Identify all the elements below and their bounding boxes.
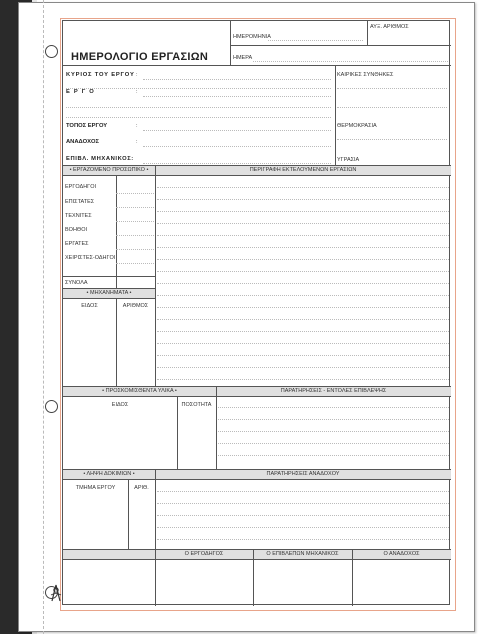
writing-line [157, 247, 449, 248]
location-label: ΤΟΠΟΣ ΕΡΓΟΥ [66, 123, 108, 129]
writing-line [157, 211, 449, 212]
writing-line [218, 419, 449, 420]
serial-number-label: ΑΥΞ. ΑΡΙΘΜΟΣ [370, 24, 409, 30]
materials-type-label: ΕΙΔΟΣ [111, 402, 129, 408]
writing-line [157, 355, 449, 356]
writing-line [218, 407, 449, 408]
contractor-remarks-header: ΠΑΡΑΤΗΡΗΣΕΙΣ ΑΝΑΔΟΧΟΥ [266, 471, 340, 477]
machines-header: • ΜΗΧΑΝΗΜΑΤΑ • [86, 290, 132, 296]
writing-line [157, 539, 449, 540]
samples-number-label: ΑΡΙΘ. [134, 485, 149, 491]
writing-line [157, 503, 449, 504]
writing-line [157, 343, 449, 344]
publisher-logo-icon [49, 581, 63, 603]
writing-line [157, 187, 449, 188]
writing-line [157, 199, 449, 200]
writing-line [157, 331, 449, 332]
work-label: Ε Ρ Γ Ο [66, 89, 95, 95]
writing-line [157, 379, 449, 380]
writing-line [157, 283, 449, 284]
samples-header: • ΛΗΨΗ ΔΟΚΙΜΙΩΝ • [83, 471, 135, 477]
writing-line [157, 223, 449, 224]
staff-row-label: ΧΕΙΡΙΣΤΕΣ-ΟΔΗΓΟΙ [65, 255, 116, 261]
contractor-label: ΑΝΑΔΟΧΟΣ [66, 139, 99, 145]
staff-row-label: ΕΡΓΟΔΗΓΟΙ [65, 184, 97, 190]
work-description-header: ΠΕΡΙΓΡΑΦΗ ΕΚΤΕΛΟΥΜΕΝΩΝ ΕΡΓΑΣΙΩΝ [249, 167, 357, 173]
writing-line [218, 431, 449, 432]
writing-line [157, 271, 449, 272]
signature-contractor: Ο ΑΝΑΔΟΧΟΣ [383, 551, 420, 557]
daily-log-form: ΗΜΕΡΟΛΟΓΙΟ ΕΡΓΑΣΙΩΝ ΗΜΕΡΟΜΗΝΙΑ ΗΜΕΡΑ ΑΥΞ. ΑΡΙΘΜΟΣ ΚΥΡΙΟΣ ΤΟΥ ΕΡΓΟΥ : Ε Ρ Γ Ο : ΤΟΠΟΣ ΕΡΓΟΥ : ΑΝΑΔΟΧΟΣ : ΕΠΙΒΛ. ΜΗΧΑΝΙΚΟΣ: ΚΑΙΡΙΚΕΣ ΣΥΝΘΗΚΕΣ ΘΕΡΜΟΚΡΑΣΙΑ ΥΓΡΑΣΙΑ • ΕΡΓΑΖΟΜΕΝΟ ΠΡΟΣΩΠΙΚΟ • ΠΕΡΙΓΡΑΦΗ ΕΚΤΕΛΟΥΜΕΝΩΝ ΕΡΓΑΣΙΩΝ ΕΡΓΟΔΗΓΟΙ ΕΠΙΣΤΑΤΕΣ ΤΕΧΝΙΤΕΣ ΒΟΗΘΟΙ ΕΡΓΑΤΕΣ ΧΕΙΡΙΣΤΕΣ-ΟΔΗΓΟΙ ΣΥΝΟΛΑ • ΜΗΧΑΝΗΜΑΤΑ • ΕΙΔΟΣ ΑΡΙΘΜΟΣ • ΠΡΟΣΚΟΜΙΣΘΕΝΤΑ ΥΛΙΚΑ • ΠΑΡΑΤΗΡΗΣΕΙΣ - ΕΝΤΟΛΕΣ ΕΠΙΒΛΕΨΗΣ ΕΙΔΟΣ ΠΟΣΟΤΗΤΑ • ΛΗΨΗ ΔΟΚΙΜΙΩΝ • ΠΑΡΑΤΗΡΗΣΕΙΣ ΑΝΑΔΟΧΟΥ ΤΜΗΜΑ ΕΡΓΟΥ ΑΡΙΘ. Ο ΕΡΓΟΔΗΓΟΣ Ο ΕΠΙΒΛΕΠΩΝ ΜΗΧΑΝΙΚΟΣ Ο ΑΝΑΔΟΧΟΣ [62, 20, 450, 605]
writing-line [157, 235, 449, 236]
writing-line [157, 295, 449, 296]
signature-supervising-engineer: Ο ΕΠΙΒΛΕΠΩΝ ΜΗΧΑΝΙΚΟΣ [266, 551, 339, 557]
writing-line [157, 527, 449, 528]
staff-row-label: ΕΡΓΑΤΕΣ [65, 241, 89, 247]
materials-quantity-label: ΠΟΣΟΤΗΤΑ [181, 402, 212, 408]
day-label: ΗΜΕΡΑ [233, 55, 253, 61]
date-label: ΗΜΕΡΟΜΗΝΙΑ [233, 34, 271, 40]
writing-line [157, 319, 449, 320]
samples-section-label: ΤΜΗΜΑ ΕΡΓΟΥ [75, 485, 116, 491]
materials-header: • ΠΡΟΣΚΟΜΙΣΘΕΝΤΑ ΥΛΙΚΑ • [102, 388, 177, 394]
owner-label: ΚΥΡΙΟΣ ΤΟΥ ΕΡΓΟΥ [66, 72, 135, 78]
writing-line [157, 367, 449, 368]
perforation-line [37, 0, 44, 634]
weather-label: ΚΑΙΡΙΚΕΣ ΣΥΝΘΗΚΕΣ [337, 72, 394, 78]
staff-row-label: ΒΟΗΘΟΙ [65, 227, 88, 233]
temperature-label: ΘΕΡΜΟΚΡΑΣΙΑ [337, 123, 377, 129]
supervisor-label: ΕΠΙΒΛ. ΜΗΧΑΝΙΚΟΣ: [66, 156, 134, 162]
binder-hole-top [45, 45, 58, 58]
signature-site-manager: Ο ΕΡΓΟΔΗΓΟΣ [184, 551, 224, 557]
form-title: ΗΜΕΡΟΛΟΓΙΟ ΕΡΓΑΣΙΩΝ [71, 51, 209, 63]
writing-line [218, 443, 449, 444]
staff-row-label: ΕΠΙΣΤΑΤΕΣ [65, 199, 95, 205]
machines-type-label: ΕΙΔΟΣ [81, 303, 98, 309]
staff-total-label: ΣΥΝΟΛΑ [65, 280, 88, 286]
staff-row-label: ΤΕΧΝΙΤΕΣ [65, 213, 92, 219]
machines-number-label: ΑΡΙΘΜΟΣ [122, 303, 149, 309]
writing-line [218, 455, 449, 456]
writing-line [157, 515, 449, 516]
writing-line [157, 491, 449, 492]
binder-hole-middle [45, 400, 58, 413]
staff-header: • ΕΡΓΑΖΟΜΕΝΟ ΠΡΟΣΩΠΙΚΟ • [69, 167, 149, 173]
writing-line [157, 307, 449, 308]
humidity-label: ΥΓΡΑΣΙΑ [337, 157, 360, 163]
remarks-header: ΠΑΡΑΤΗΡΗΣΕΙΣ - ΕΝΤΟΛΕΣ ΕΠΙΒΛΕΨΗΣ [280, 388, 387, 394]
writing-line [157, 259, 449, 260]
